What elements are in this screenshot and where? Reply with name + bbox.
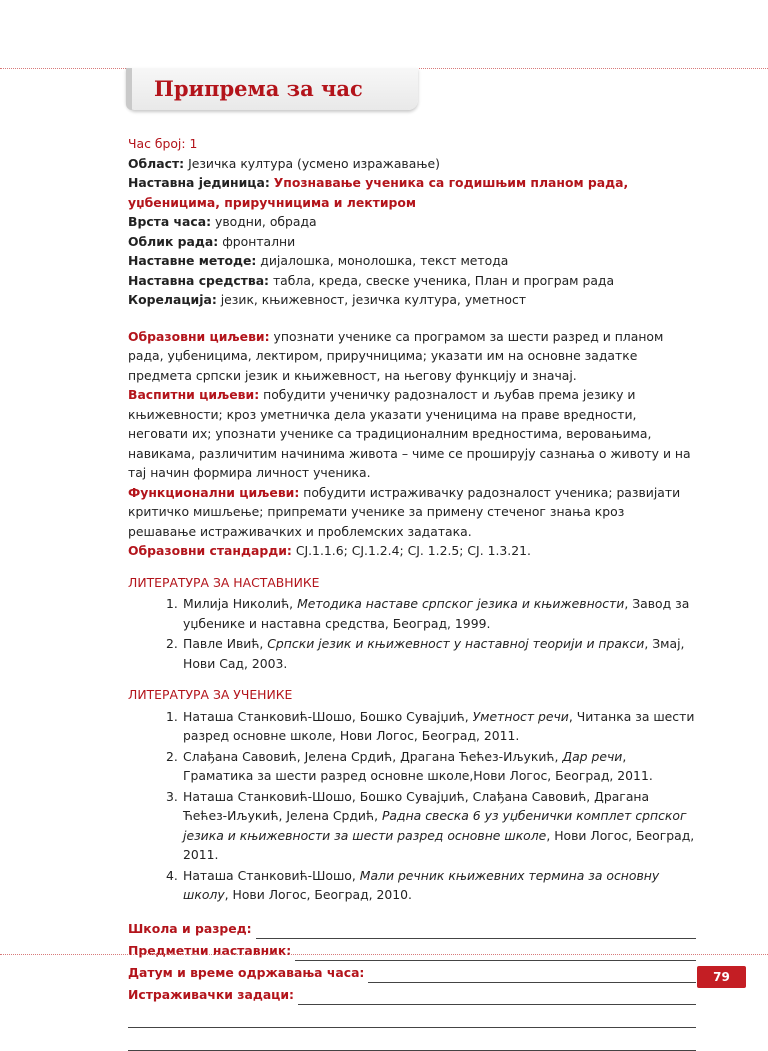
tasks-label: Истраживачки задаци: (128, 987, 295, 1002)
list-item (128, 787, 696, 865)
field-value: Језичка култура (усмено изражавање) (188, 155, 440, 171)
date-field[interactable] (128, 961, 696, 983)
item-publisher: , Читанка за шести разред основне школе, Нови Логос, Београд, 2011. (183, 708, 695, 743)
field-label: Корелација: (128, 292, 217, 307)
goal-functional (128, 483, 696, 542)
page-number: 79 (697, 966, 746, 988)
title-tab-accent (126, 68, 132, 110)
item-author: Милија Николић, (183, 596, 298, 611)
field-value: уводни, обрада (215, 214, 317, 229)
item-author: Наташа Станковић-Шошо, Бошко Сувајџић, Слађана Савовић, Драгана Ћећез-Иљукић, Јелена Срдић, (183, 788, 650, 823)
title-tab (126, 68, 418, 110)
school-blank[interactable] (256, 924, 696, 939)
lit-teachers-list (128, 594, 696, 673)
field-area (128, 154, 696, 174)
goal-text: побудити ученичку радозналост и љубав према језику и књижевности; кроз уметничка дела указати ученицима на праве вредности, неговати их; упознати ученике са традиционалним вредностима, веровањима, навикама, различитим начинима живота – чиме се проширују сазнања о животу и на тај начин формира личност ученика. (128, 387, 691, 480)
item-title: Радна свеска 6 уз уџбенички комплет српског језика и књижевности за шести разред основне школе (183, 808, 687, 843)
list-item (128, 634, 696, 673)
field-label: Наставна јединица: (128, 175, 270, 190)
lit-teachers-heading: ЛИТЕРАТУРА ЗА НАСТАВНИКЕ (128, 574, 320, 590)
goal-label: Васпитни циљеви: (128, 387, 260, 402)
school-field[interactable] (128, 917, 696, 939)
item-publisher: , Змај, Нови Сад, 2003. (183, 636, 685, 671)
field-label: Област: (128, 155, 185, 171)
lit-students-heading: ЛИТЕРАТУРА ЗА УЧЕНИКЕ (128, 687, 293, 702)
item-number: 4. (166, 867, 178, 883)
list-item (128, 707, 696, 746)
item-publisher: , Завод за уџбенике и наставна средства, Београд, 1999. (183, 596, 690, 631)
tasks-blank-line[interactable] (128, 1005, 696, 1028)
field-type (128, 212, 696, 232)
field-label: Облик рада: (128, 233, 219, 249)
field-value: Упознавање ученика са годишњим планом рада, уџбеницима, приручницима и лектиром (128, 175, 629, 210)
item-number: 2. (166, 748, 178, 764)
field-unit (128, 173, 696, 212)
field-methods (128, 251, 696, 271)
school-label: Школа и разред: (128, 921, 252, 936)
teacher-label: Предметни наставник: (128, 943, 292, 958)
lesson-plan (128, 134, 696, 1051)
field-value: фронтални (222, 233, 296, 249)
field-label: Наставне методе: (128, 253, 257, 268)
item-title: Дар речи (562, 748, 623, 764)
item-number: 1. (166, 708, 178, 724)
list-item (128, 594, 696, 633)
page-title: Припрема за час (154, 76, 363, 101)
item-number: 1. (166, 596, 178, 611)
tasks-blank[interactable] (298, 990, 696, 1005)
item-author: Слађана Савовић, Јелена Срдић, Драгана Ћећез-Иљукић, (183, 748, 563, 764)
goal-label: Образовни стандарди: (128, 543, 292, 558)
bottom-dotted-rule (0, 954, 768, 955)
goal-label: Функционални циљеви: (128, 484, 300, 500)
tasks-field[interactable] (128, 983, 696, 1005)
goal-text: побудити истраживачку радозналост ученика; развијати критичко мишљење; припремати ученике за примену стеченог знања кроз решавање истраживачких и проблемских задатака. (128, 484, 681, 539)
list-item (128, 747, 696, 786)
field-label: Наставна средства: (128, 272, 270, 288)
field-value: језик, књижевност, језичка култура, уметност (220, 292, 527, 307)
field-correlation (128, 290, 696, 310)
date-label: Датум и време одржавања часа: (128, 965, 365, 980)
goal-educational (128, 327, 696, 386)
tasks-blank-line[interactable] (128, 1028, 696, 1051)
item-author: Наташа Станковић-Шошо, (183, 867, 360, 883)
goal-label: Образовни циљеви: (128, 328, 270, 344)
item-number: 2. (166, 636, 178, 651)
list-item (128, 866, 696, 905)
field-value: табла, креда, свеске ученика, План и програм рада (272, 272, 615, 288)
item-publisher: , Нови Логос, Београд, 2011. (183, 827, 695, 862)
teacher-blank[interactable] (295, 946, 696, 961)
field-label: Врста часа: (128, 214, 212, 229)
goal-upbringing (128, 385, 696, 483)
field-value: дијалошка, монолошка, текст метода (260, 253, 509, 268)
lit-students-list (128, 707, 696, 905)
item-title: Уметност речи (472, 708, 569, 724)
item-title: Мали речник књижевних термина за основну школу (183, 867, 660, 902)
item-author: Павле Ивић, (183, 636, 268, 651)
lesson-form (128, 917, 696, 1051)
item-author: Наташа Станковић-Шошо, Бошко Сувајџић, (183, 708, 473, 724)
goal-text: упознати ученике са програмом за шести разред и планом рада, уџбеницима, лектиром, приручницима; указати им на основне задатке предмета српски језик и књижевност, на његову функцију и значај. (128, 328, 664, 383)
date-blank[interactable] (368, 968, 696, 983)
teacher-field[interactable] (128, 939, 696, 961)
item-publisher: , Граматика за шести разред основне школе,Нови Логос, Београд, 2011. (183, 748, 653, 783)
item-number: 3. (166, 788, 178, 804)
goal-text: СЈ.1.1.6; СЈ.1.2.4; СЈ. 1.2.5; СЈ. 1.3.21. (295, 543, 531, 558)
item-title: Методика наставе српског језика и књижевности (297, 596, 625, 611)
item-publisher: , Нови Логос, Београд, 2010. (224, 887, 412, 902)
item-title: Српски језик и књижевност у наставној теорији и пракси (267, 636, 645, 651)
goal-standards (128, 541, 696, 561)
field-form (128, 232, 696, 252)
lesson-number: Час број: 1 (128, 136, 198, 151)
field-resources (128, 271, 696, 291)
